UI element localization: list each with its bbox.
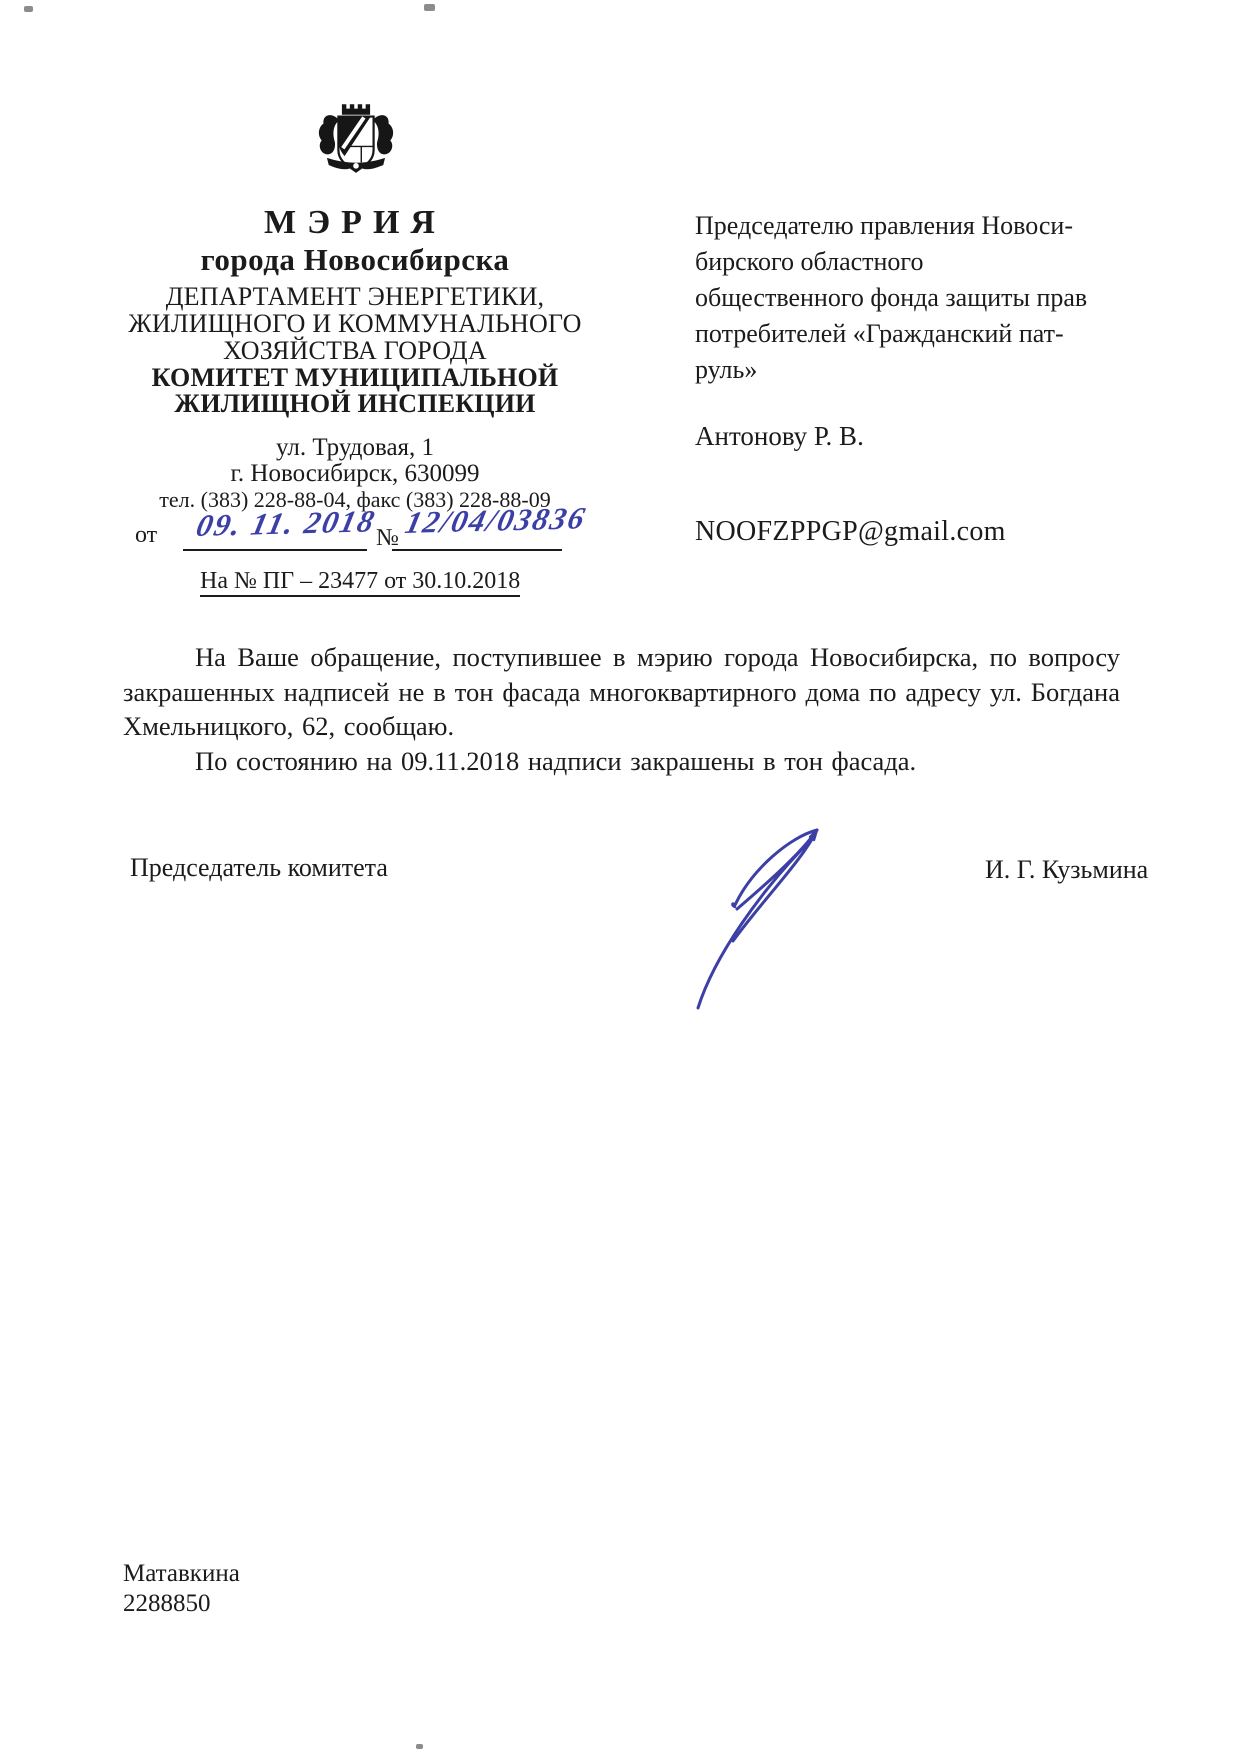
phone-fax: тел. (383) 228-88-04, факс (383) 228-88-09 — [159, 487, 551, 512]
address-street: ул. Трудовая, 1 — [275, 434, 435, 461]
novosibirsk-emblem-icon — [312, 100, 400, 200]
committee-line: ЖИЛИЩНОЙ ИНСПЕКЦИИ — [174, 389, 536, 418]
org-city: города Новосибирска — [200, 242, 510, 277]
handwritten-date: 09. 11. 2018 — [193, 503, 380, 544]
letter-body — [123, 640, 1120, 778]
department-line: ЖИЛИЩНОГО И КОММУНАЛЬНОГО — [128, 309, 582, 338]
handwritten-number: 12/04/03836 — [402, 500, 590, 541]
executor-phone: 2288850 — [123, 1590, 211, 1617]
number-label: № — [376, 525, 399, 551]
scan-artifact — [424, 4, 435, 11]
addressee-line: общественного фонда защиты прав — [695, 283, 1088, 312]
addressee-line: потребителей «Гражданский пат- — [695, 319, 1064, 348]
addressee-line: бирского областного — [695, 247, 924, 276]
committee-line: КОМИТЕТ МУНИЦИПАЛЬНОЙ — [151, 363, 559, 392]
addressee-email: NOOFZPPGP@gmail.com — [695, 516, 1006, 547]
addressee-block — [695, 208, 1127, 388]
body-paragraph-1: На Ваше обращение, поступившее в мэрию города Новосибирска, по вопросу закрашенных надписей не в тон фасада многоквартирного дома по адресу ул. Богдана Хмельницкого, 62, сообщаю. — [123, 642, 1120, 742]
from-label: от — [135, 522, 158, 548]
addressee-name: Антонову Р. В. — [695, 421, 864, 451]
org-name: МЭРИЯ — [264, 204, 446, 241]
scan-artifact — [24, 6, 33, 12]
executor-name: Матавкина — [123, 1560, 240, 1587]
scan-artifact — [416, 1744, 423, 1749]
number-underline — [392, 549, 562, 551]
address-city: г. Новосибирск, 630099 — [230, 460, 480, 487]
department-line: ХОЗЯЙСТВА ГОРОДА — [223, 336, 487, 365]
signer-name: И. Г. Кузьмина — [985, 855, 1149, 884]
reference-line: На № ПГ – 23477 от 30.10.2018 — [200, 568, 520, 597]
signer-position: Председатель комитета — [130, 853, 388, 882]
date-underline — [183, 549, 367, 551]
department-line: ДЕПАРТАМЕНТ ЭНЕРГЕТИКИ, — [165, 282, 545, 311]
handwritten-signature-icon — [640, 733, 840, 1023]
body-paragraph-2: По состоянию на 09.11.2018 надписи закрашены в тон фасада. — [195, 745, 917, 776]
addressee-line: руль» — [695, 355, 758, 384]
addressee-line: Председателю правления Новоси- — [695, 211, 1073, 240]
